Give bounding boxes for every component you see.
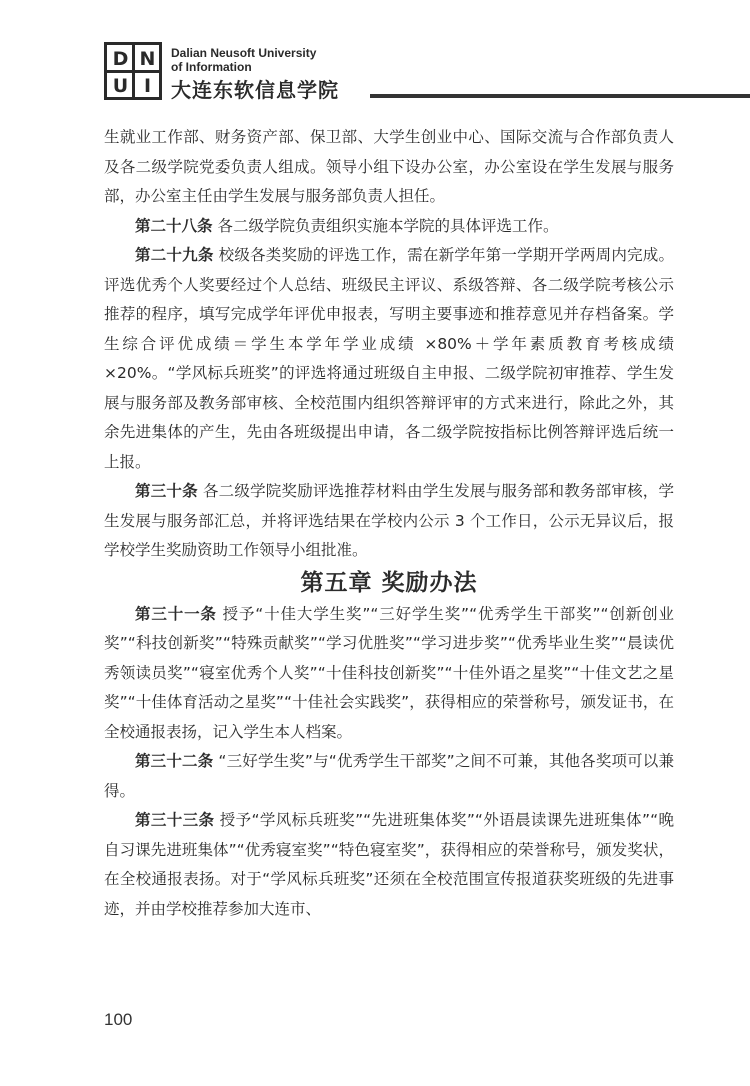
article-text: 授予“学风标兵班奖”“先进班集体奖”“外语晨读课先进班集体”“晚自习课先进班集体”“优秀寝室奖”“特色寝室奖”，获得相应的荣誉称号，颁发奖状，在全校通报表扬。对于“学风标兵班奖”还须在全校范围宣传报道获奖班级的先进事迹，并由学校推荐参加大连市、 [104,811,674,918]
logo-letter-n: N [139,47,156,70]
article-label: 第二十九条 [135,246,214,264]
article-33 [104,806,674,924]
article-text: “三好学生奖”与“优秀学生干部奖”之间不可兼，其他各奖项可以兼得。 [104,752,674,800]
university-logo [104,42,162,100]
article-label: 第三十三条 [135,811,215,829]
article-text: 各二级学院奖励评选推荐材料由学生发展与服务部和教务部审核，学生发展与服务部汇总，并将评选结果在学校内公示 3 个工作日，公示无异议后，报学校学生奖励资助工作领导小组批准。 [104,482,674,559]
chapter-title: 第五章 奖励办法 [300,569,478,596]
university-name-en-line1: Dalian Neusoft University [171,46,317,60]
article-label: 第三十条 [135,482,198,500]
article-label: 第三十二条 [135,752,214,770]
university-name-en [171,46,371,74]
article-text: 校级各类奖励的评选工作，需在新学年第一学期开学两周内完成。评选优秀个人奖要经过个人总结、班级民主评议、系级答辩、各二级学院考核公示推荐的程序，填写完成学年评优申报表，写明主要事迹和推荐意见并存档备案。学生综合评优成绩＝学生本学年学业成绩 ×80%＋学年素质教育考核成绩 ×20%。“学风标兵班奖”的评选将通过班级自主申报、二级学院初审推荐、学生发展与服务部及教务部审核、全校范围内组织答辩评审的方式来进行，除此之外，其余先进集体的产生，先由各班级提出申请，各二级学院按指标比例答辩评选后统一上报。 [104,246,674,471]
article-30 [104,477,674,566]
logo-letter-d: D [112,47,129,70]
article-label: 第三十一条 [135,604,217,623]
page-number: 100 [104,1010,133,1029]
article-label: 第二十八条 [135,216,213,235]
article-31 [104,600,674,748]
article-text: 授予“十佳大学生奖”“三好学生奖”“优秀学生干部奖”“创新创业奖”“科技创新奖”“特殊贡献奖”“学习优胜奖”“学习进步奖”“优秀毕业生奖”“晨读优秀领读员奖”“寝室优秀个人奖”“十佳科技创新奖”“十佳外语之星奖”“十佳文艺之星奖”“十佳体育活动之星奖”“十佳社会实践奖”，获得相应的荣誉称号，颁发证书，在全校通报表扬，记入学生本人档案。 [104,604,674,741]
header-rule [370,94,750,98]
page-body [104,123,674,924]
university-name-en-line2: of Information [171,60,252,74]
article-32 [104,747,674,806]
article-28 [104,212,674,242]
article-text: 各二级学院负责组织实施本学院的具体评选工作。 [212,216,559,235]
logo-letter-i: I [143,74,152,97]
paragraph-continued [104,123,674,212]
article-29 [104,241,674,477]
logo-letter-u: U [112,74,129,97]
paragraph-text: 生就业工作部、财务资产部、保卫部、大学生创业中心、国际交流与合作部负责人及各二级学院党委负责人组成。领导小组下设办公室，办公室设在学生发展与服务部，办公室主任由学生发展与服务部负责人担任。 [104,128,674,205]
university-name-cn: 大连东软信息学院 [171,78,339,102]
